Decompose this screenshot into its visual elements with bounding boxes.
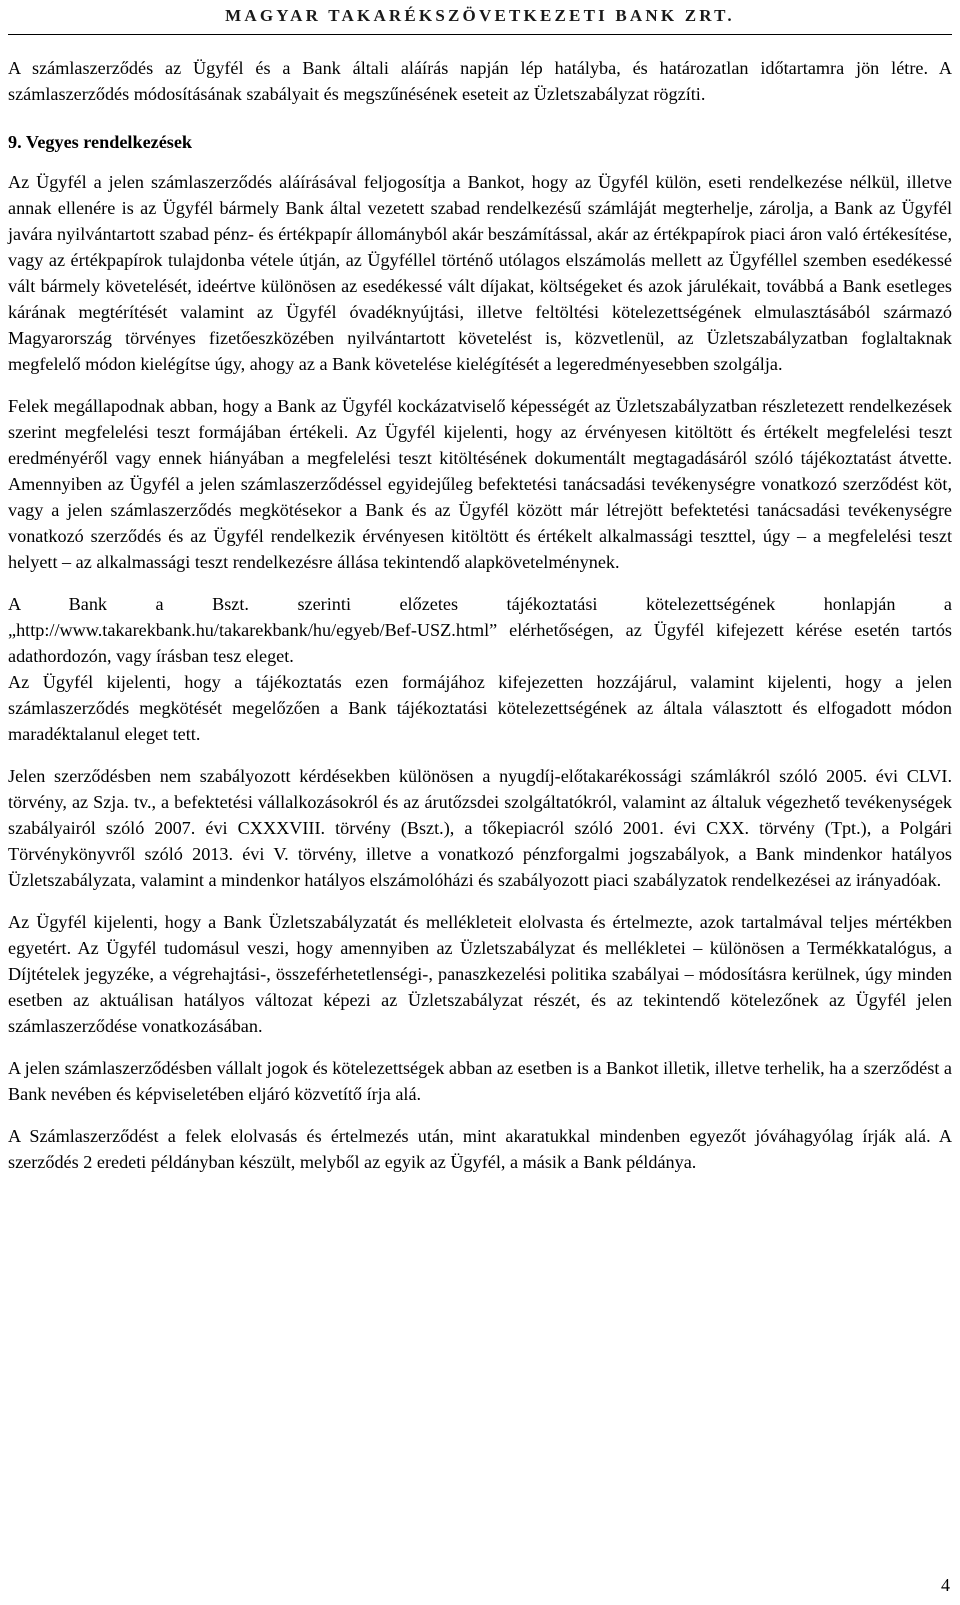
paragraph-information-obligation: A Bank a Bszt. szerinti előzetes tájékoztatási kötelezettségének honlapján a „http://www.takarekbank.hu/takarekbank/hu/egyeb/Bef-USZ.html” elérhetőségen, az Ügyfél kifejezett kérése esetén tartós adathordozón, vagy írásban tesz eleget. [8,594,952,666]
document-body [8,55,952,1175]
page-number: 4 [941,1575,950,1595]
paragraph-suitability-test: Felek megállapodnak abban, hogy a Bank az Ügyfél kockázatviselő képességét az Üzletszabályzatban részletezett rendelkezések szerint megfelelési teszt formájában értékeli. Az Ügyfél kijelenti, hogy az érvényesen kitöltött és értékelt megfelelési teszt eredményéről vagy ennek hiányában a megfelelési teszt kitöltésének dokumentált megtagadásáról szóló tájékoztatást átvette. Amennyiben az Ügyfél a jelen számlaszerződéssel egyidejűleg befektetési tanácsadási tevékenységre vonatkozó szerződést köt, vagy a jelen számlaszerződés megkötésekor a Bank és az Ügyfél között már létrejött befektetési tanácsadási tevékenységre vonatkozó szerződés és az Ügyfél rendelkezik érvényesen kitöltött és értékelt alkalmassági teszttel, úgy – a megfelelési teszt helyett – az alkalmassági teszt rendelkezésre állása tekintendő alapkövetelménynek. [8,396,952,572]
paragraph-client-declaration: Az Ügyfél kijelenti, hogy a tájékoztatás ezen formájához kifejezetten hozzájárul, valamint kijelenti, hogy a jelen számlaszerződés megkötését megelőzően a Bank tájékoztatási kötelezettségének az általa választott és elfogadott módon maradéktalanul eleget tett. [8,672,952,744]
paragraph-governing-law: Jelen szerződésben nem szabályozott kérdésekben különösen a nyugdíj-előtakarékossági számlákról szóló 2005. évi CLVI. törvény, az Szja. tv., a befektetési vállalkozásokról és az árutőzsdei szolgáltatókról, valamint az általuk végezhető tevékenységek szabályairól szóló 2007. évi CXXXVIII. törvény (Bszt.), a tőkepiacról szóló 2001. évi CXX. törvény (Tpt.), a Polgári Törvénykönyvről szóló 2013. évi V. törvény, illetve a vonatkozó pénzforgalmi jogszabályok, a Bank mindenkor hatályos Üzletszabályzata, valamint a mindenkor hatályos elszámolóházi és szabályozott piaci szabályzatok rendelkezései az irányadóak. [8,766,952,890]
header-divider [8,34,952,35]
paragraph-contract-effect: A számlaszerződés az Ügyfél és a Bank általi aláírás napján lép hatályba, és határozatlan időtartamra jön létre. A számlaszerződés módosításának szabályait és megszűnésének eseteit az Üzletszabályzat rögzíti. [8,58,952,104]
document-header: MAGYAR TAKARÉKSZÖVETKEZETI BANK ZRT. [225,6,735,25]
paragraph-intermediary: A jelen számlaszerződésben vállalt jogok és kötelezettségek abban az esetben is a Bankot illetik, illetve terhelik, ha a szerződést a Bank nevében és képviseletében eljáró közvetítő írja alá. [8,1058,952,1104]
section-heading: 9. Vegyes rendelkezések [8,132,193,152]
paragraph-terms-acceptance: Az Ügyfél kijelenti, hogy a Bank Üzletszabályzatát és mellékleteit elolvasta és értelmezte, azok tartalmával teljes mértékben egyetért. Az Ügyfél tudomásul veszi, hogy amennyiben az Üzletszabályzat és mellékletei – különösen a Termékkatalógus, a Díjtételek jegyzéke, a végrehajtási-, összeférhetetlenségi-, panaszkezelési politika szabályai – módosításra kerülnek, úgy minden esetben az aktuálisan hatályos változat képezi az Üzletszabályzat részét, és az tekintendő kötelezőnek az Ügyfél jelen számlaszerződése vonatkozásában. [8,912,952,1036]
paragraph-authorization: Az Ügyfél a jelen számlaszerződés aláírásával feljogosítja a Bankot, hogy az Ügyfél külön, eseti rendelkezése nélkül, illetve annak ellenére is az Ügyfél bármely Bank által vezetett szabad rendelkezésű számláját megterhelje, zárolja, a Bank az Ügyfél javára nyilvántartott szabad pénz- és értékpapír állományból akár beszámítással, akár az értékpapírok piaci áron való értékesítése, vagy az értékpapírok tulajdonba vétele útján, az Ügyféllel történő utólagos elszámolás mellett az Ügyféllel szemben esedékessé vált bármely követelését, ideértve különösen az esedékessé vált díjakat, költségeket és azok járulékait, továbbá a Bank esetleges kárának megtérítését valamint az Ügyfél óvadéknyújtási, illetve feltöltési kötelezettségének elmulasztásából származó Magyarország törvényes fizetőeszközében nyilvántartott követelést is, közvetlenül, az Üzletszabályzatban foglaltaknak megfelelő módon kielégítse úgy, ahogy az a Bank követelése kielégítését a legeredményesebben szolgálja. [8,172,952,374]
paragraph-signature: A Számlaszerződést a felek elolvasás és értelmezés után, mint akaratukkal mindenben egyezőt jóváhagyólag írják alá. A szerződés 2 eredeti példányban készült, melyből az egyik az Ügyfél, a másik a Bank példánya. [8,1126,952,1172]
